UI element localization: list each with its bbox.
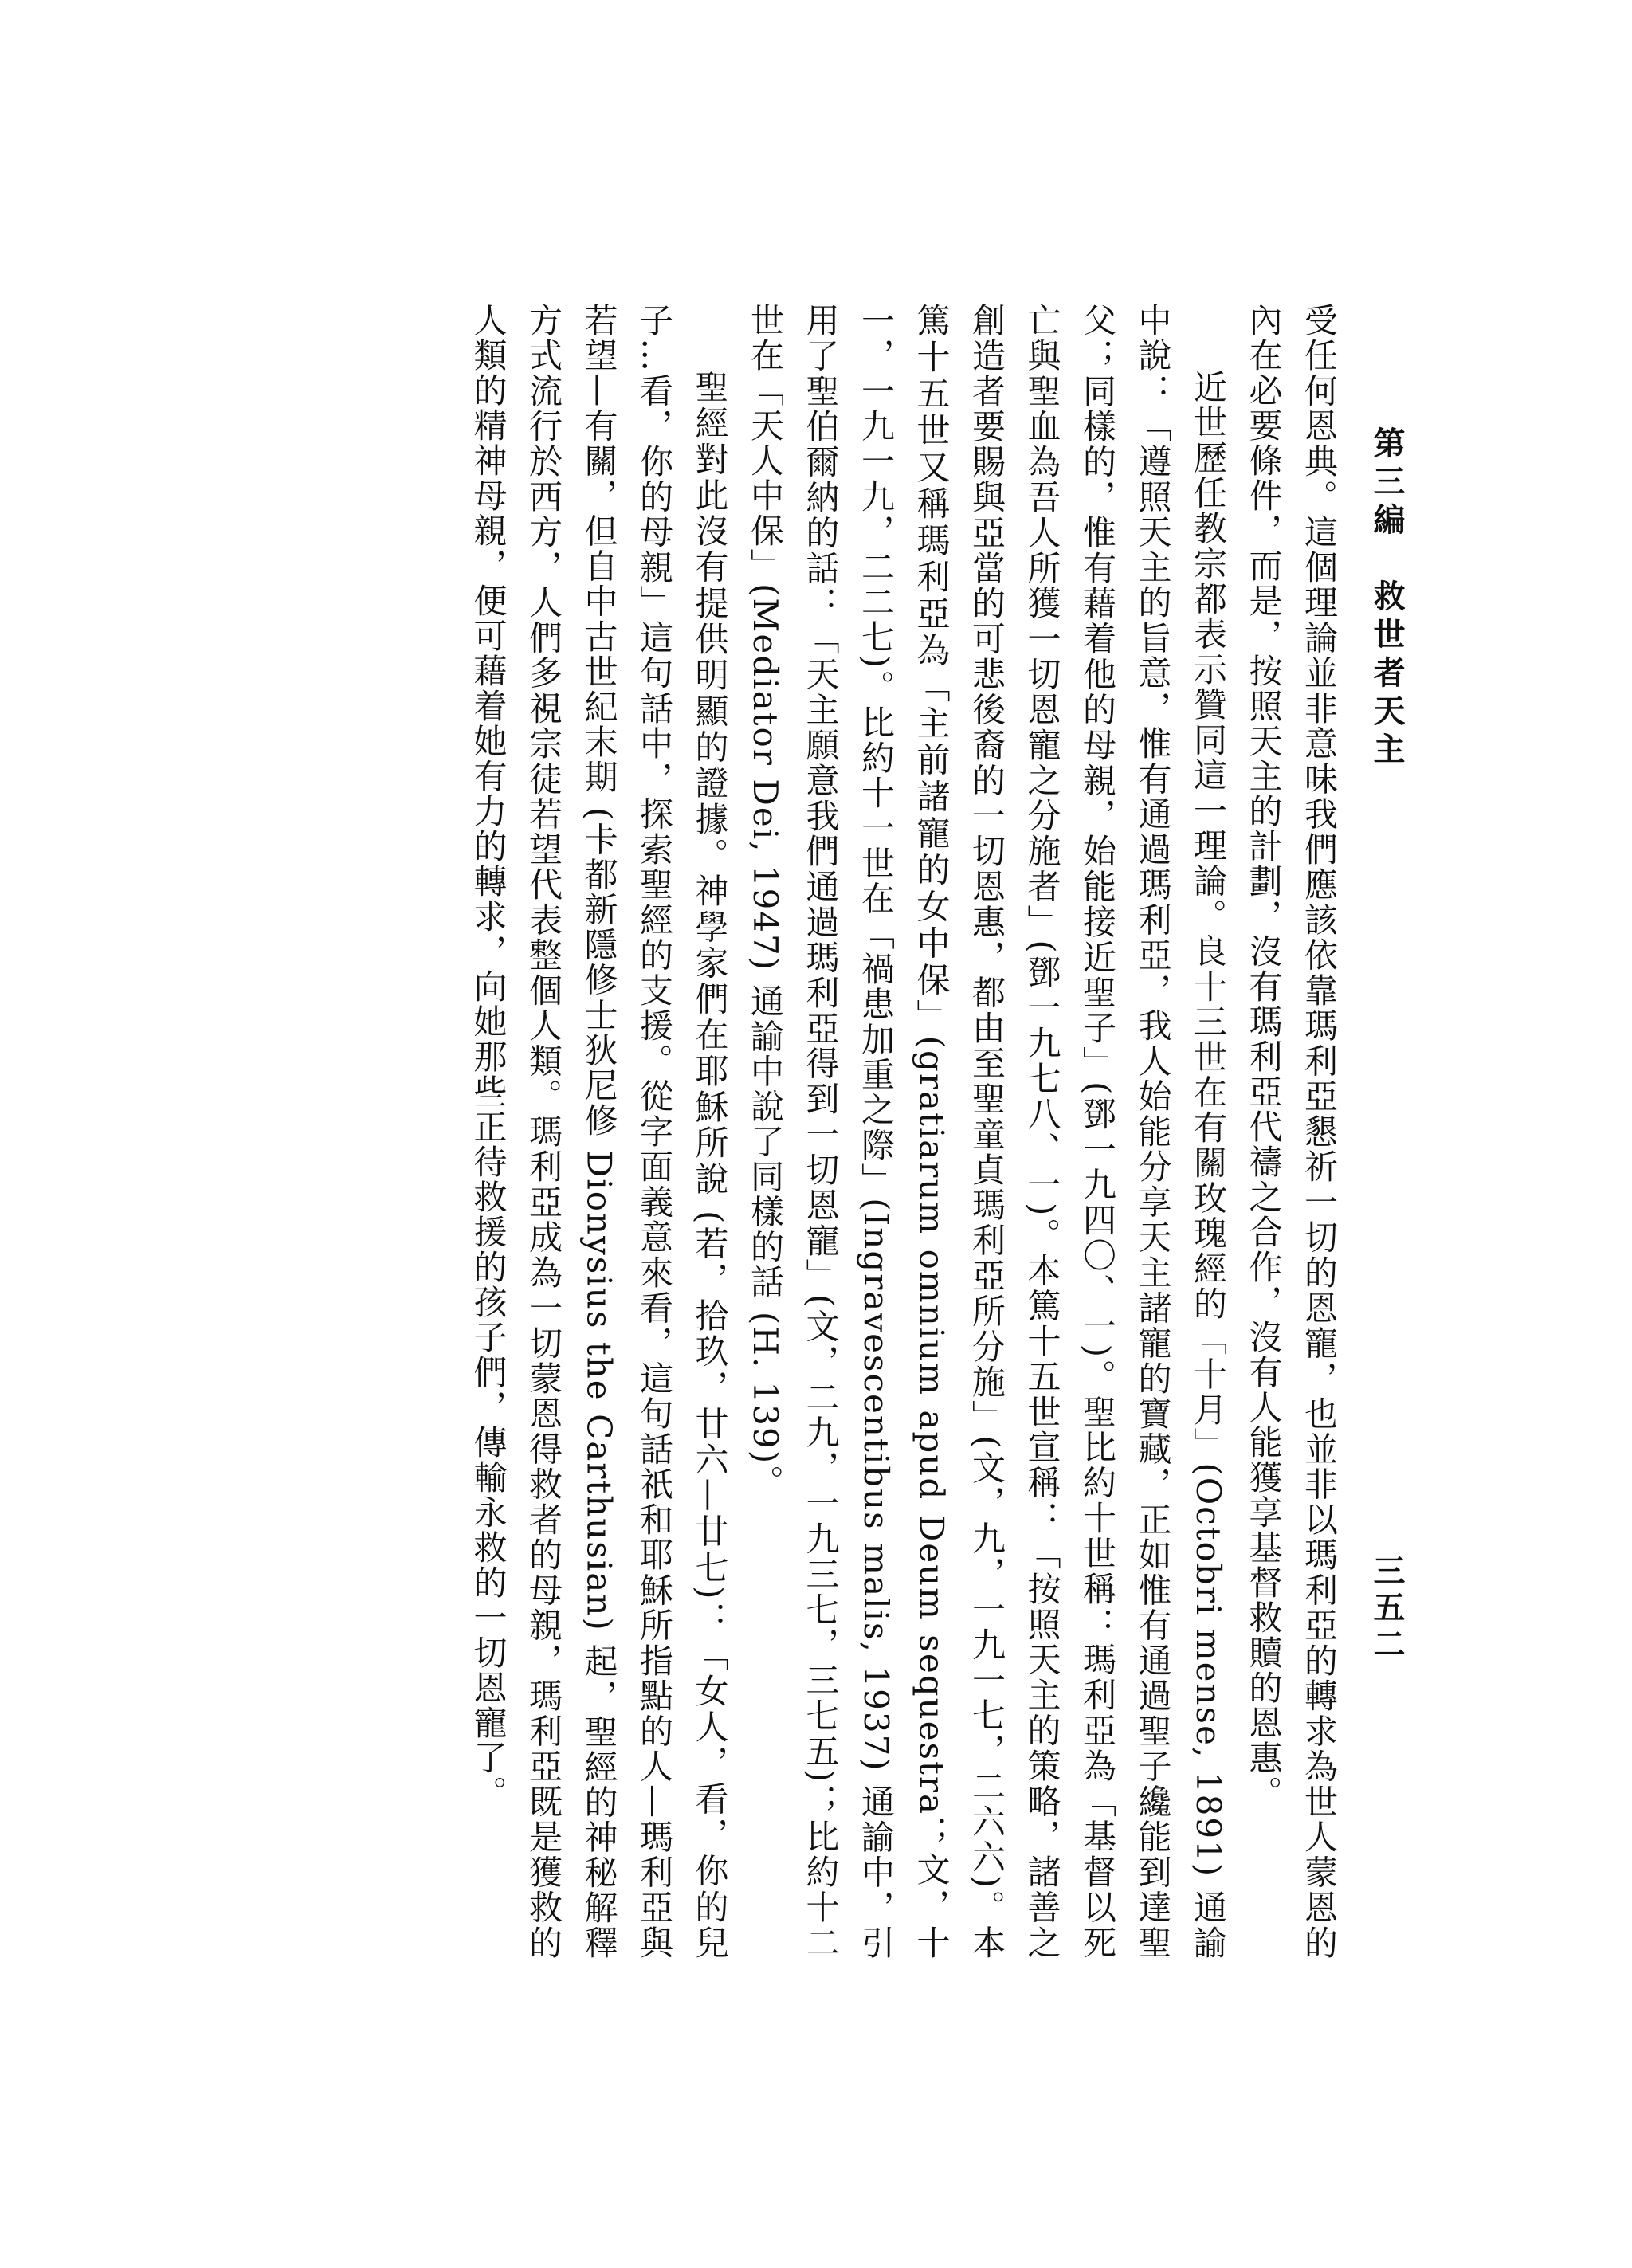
running-header: 第三編 救世者天主 <box>1368 426 1406 771</box>
paragraph: 聖經對此沒有提供明顯的證據。神學家們在耶穌所說 (若，拾玖，廿六—廿七)：「女人，看，你的兒子…看，你的母親」這句話中，探索聖經的支援。從字面義意來看，這句話祇和耶穌所指點的人—瑪利亞與若望—有關，但自中古世紀末期 (卡都新隱修士狄尼修 Dionysius the Carthusian) 起，聖經的神秘解釋方式流行於西方，人們多視宗徒若望代表整個人類。瑪利亞成為一切蒙恩得救者的母親，瑪利亞既是獲救的人類的精神母親，便可藉着她有力的轉求，向她那些正待救援的孩子們，傳輸永救的一切恩寵了。 <box>469 303 730 1960</box>
page-number: 三五二 <box>1368 1554 1406 1664</box>
paragraph: 受任何恩典。這個理論並非意味我們應該依靠瑪利亞懇祈一切的恩寵，也並非以瑪利亞的轉求為世人蒙恩的內在必要條件，而是，按照天主的計劃，沒有瑪利亞代禱之合作，沒有人能獲享基督救贖的恩惠。 <box>1244 303 1339 1960</box>
body-text <box>239 303 1347 1960</box>
paragraph: 近世歷任教宗都表示贊同這一理論。良十三世在有關玫瑰經的「十月」(Octobri mense, 1891) 通諭中說：「遵照天主的旨意，惟有通過瑪利亞，我人始能分享天主諸寵的寶藏，正如惟有通過聖子纔能到達聖父；同樣的，惟有藉着他的母親，始能接近聖子」(鄧一九四〇、一)。聖比約十世稱：瑪利亞為「基督以死亡與聖血為吾人所獲一切恩寵之分施者」(鄧一九七八、一)。本篤十五世宣稱：「按照天主的策略，諸善之創造者要賜與亞當的可悲後裔的一切恩惠，都由至聖童貞瑪利亞所分施」(文，九，一九一七，二六六)。本篤十五世又稱瑪利亞為「主前諸寵的女中保」(gratiarum omnium apud Deum sequestra；文，十一，一九一九，二二七)。比約十一世在「禍患加重之際」(Ingravescentibus malis, 1937) 通諭中，引用了聖伯爾納的話：「天主願意我們通過瑪利亞得到一切恩寵」(文，二九，一九三七，三七五)；比約十二世在「天人中保」(Mediator Dei, 1947) 通諭中說了同樣的話 (H. 139)。 <box>746 303 1228 1960</box>
